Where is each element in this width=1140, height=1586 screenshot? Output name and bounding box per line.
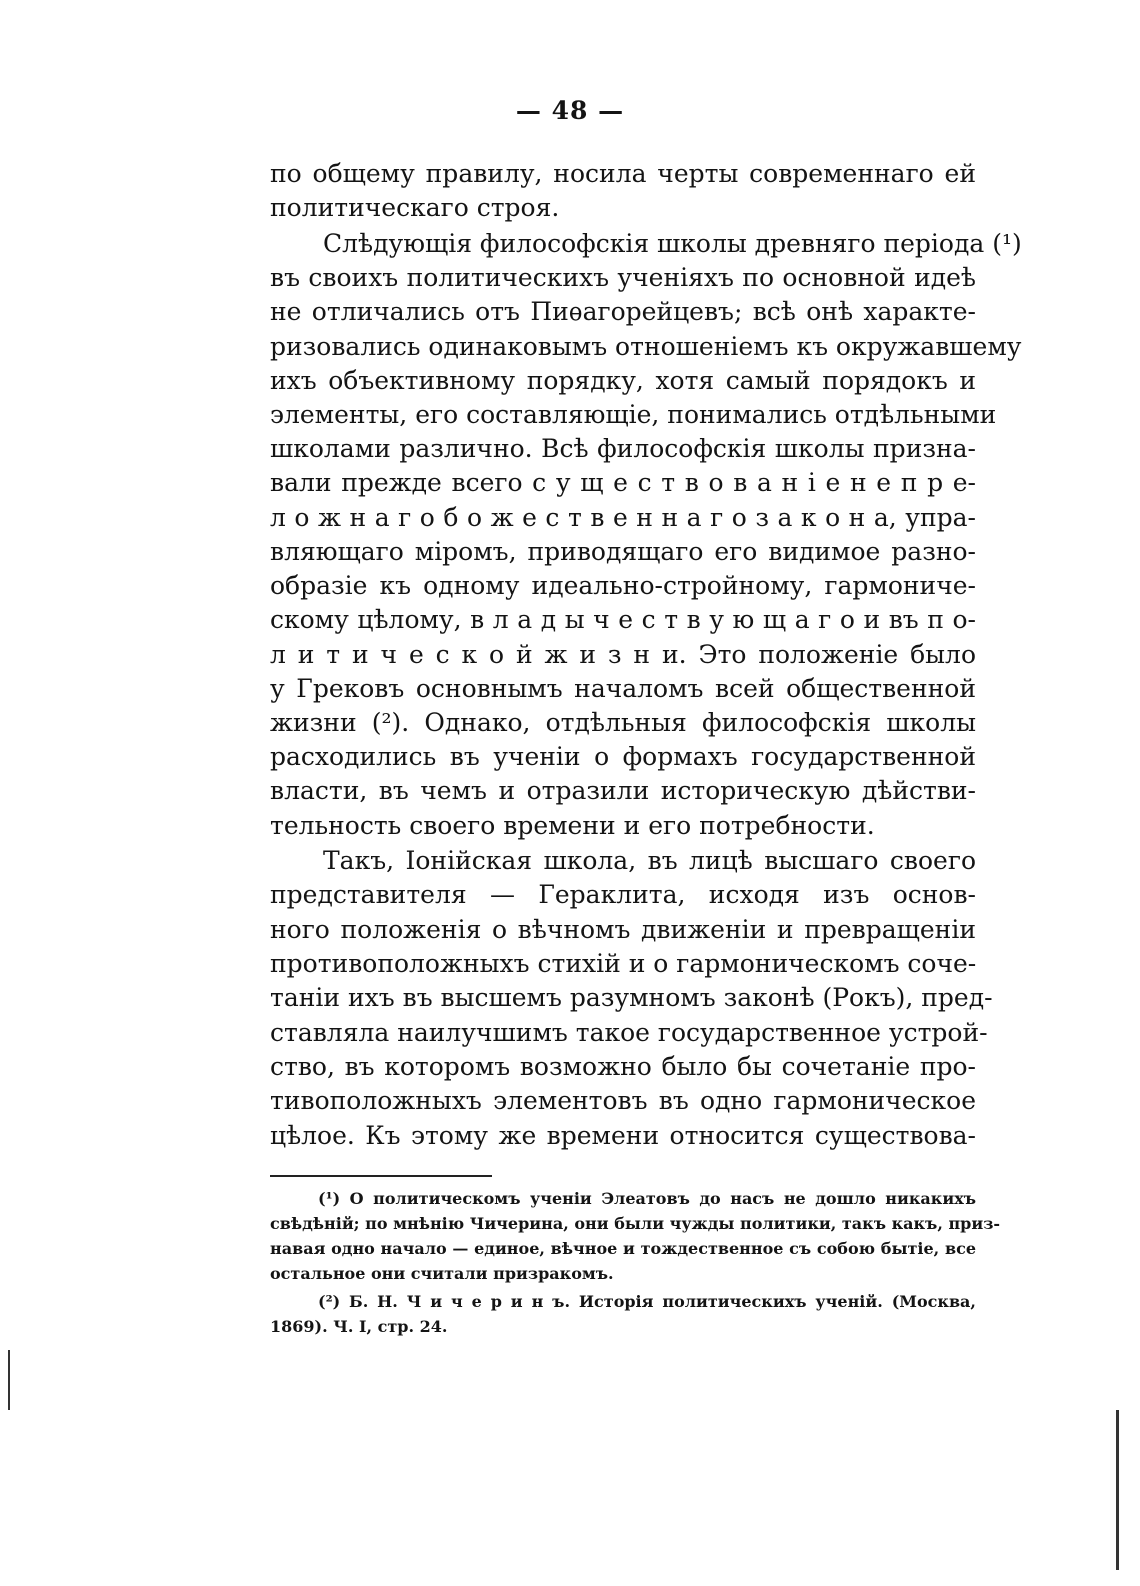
text-line: представителя — Гераклита, исходя изъ основ- (270, 880, 976, 909)
text-line: ризовались одинаковымъ отношеніемъ къ окружавшему (270, 332, 1022, 361)
footnote-line: (¹) О политическомъ ученіи Элеатовъ до насъ не дошло никакихъ (318, 1189, 976, 1208)
footnote-line: свѣдѣній; по мнѣнію Чичерина, они были чужды политики, такъ какъ, приз- (270, 1214, 1001, 1233)
text-line: политическаго строя. (270, 193, 560, 222)
text-line: вляющаго міромъ, приводящаго его видимое разно- (270, 537, 976, 566)
scan-edge-mark (8, 1350, 10, 1410)
text-line: тельность своего времени и его потребности. (270, 811, 875, 840)
text-line: вали прежде всего с у щ е с т в о в а н і е н е п р е- (270, 468, 976, 497)
text-line: л и т и ч е с к о й ж и з н и. Это положеніе было (270, 640, 976, 669)
page-number: — 48 — (515, 96, 625, 125)
text-line: противоположныхъ стихій и о гармоническомъ соче- (270, 949, 977, 978)
text-line: таніи ихъ въ высшемъ разумномъ законѣ (Рокъ), пред- (270, 983, 993, 1012)
text-line: не отличались отъ Пиѳагорейцевъ; всѣ онѣ характе- (270, 297, 976, 326)
text-line: ихъ объективному порядку, хотя самый порядокъ и (270, 366, 976, 395)
footnote-separator (270, 1175, 492, 1177)
footnote-line: остальное они считали призракомъ. (270, 1264, 614, 1283)
text-line: л о ж н а г о б о ж е с т в е н н а г о з а к о н а, упра- (270, 503, 976, 532)
text-line: жизни (²). Однако, отдѣльныя философскія школы (270, 708, 976, 737)
text-line: Слѣдующія философскія школы древняго періода (¹) (323, 229, 1022, 258)
text-line: школами различно. Всѣ философскія школы призна- (270, 434, 976, 463)
text-line: ство, въ которомъ возможно было бы сочетаніе про- (270, 1052, 976, 1081)
footnote-line: (²) Б. Н. Ч и ч е р и н ъ. Исторія политическихъ ученій. (Москва, (318, 1292, 976, 1311)
text-line: Такъ, Іонійская школа, въ лицѣ высшаго своего (323, 846, 976, 875)
text-line: расходились въ ученіи о формахъ государственной (270, 742, 976, 771)
text-line: тивоположныхъ элементовъ въ одно гармоническое (270, 1086, 976, 1115)
text-line: образіе къ одному идеально-стройному, гармониче- (270, 571, 976, 600)
text-line: въ своихъ политическихъ ученіяхъ по основной идеѣ (270, 263, 976, 292)
footnote-line: навая одно начало — единое, вѣчное и тождественное съ собою бытіе, все (270, 1239, 976, 1258)
text-line: ставляла наилучшимъ такое государственное устрой- (270, 1018, 988, 1047)
text-line: элементы, его составляющіе, понимались отдѣльными (270, 400, 997, 429)
text-line: по общему правилу, носила черты современнаго ей (270, 159, 976, 188)
text-line: ного положенія о вѣчномъ движеніи и превращеніи (270, 915, 976, 944)
scan-edge-mark (1116, 1410, 1119, 1570)
text-line: скому цѣлому, в л а д ы ч е с т в у ю щ а г о и въ п о- (270, 605, 976, 634)
text-line: у Грековъ основнымъ началомъ всей общественной (270, 674, 976, 703)
text-line: власти, въ чемъ и отразили историческую дѣйстви- (270, 776, 976, 805)
text-line: цѣлое. Къ этому же времени относится существова- (270, 1121, 976, 1150)
footnote-line: 1869). Ч. I, стр. 24. (270, 1317, 448, 1336)
